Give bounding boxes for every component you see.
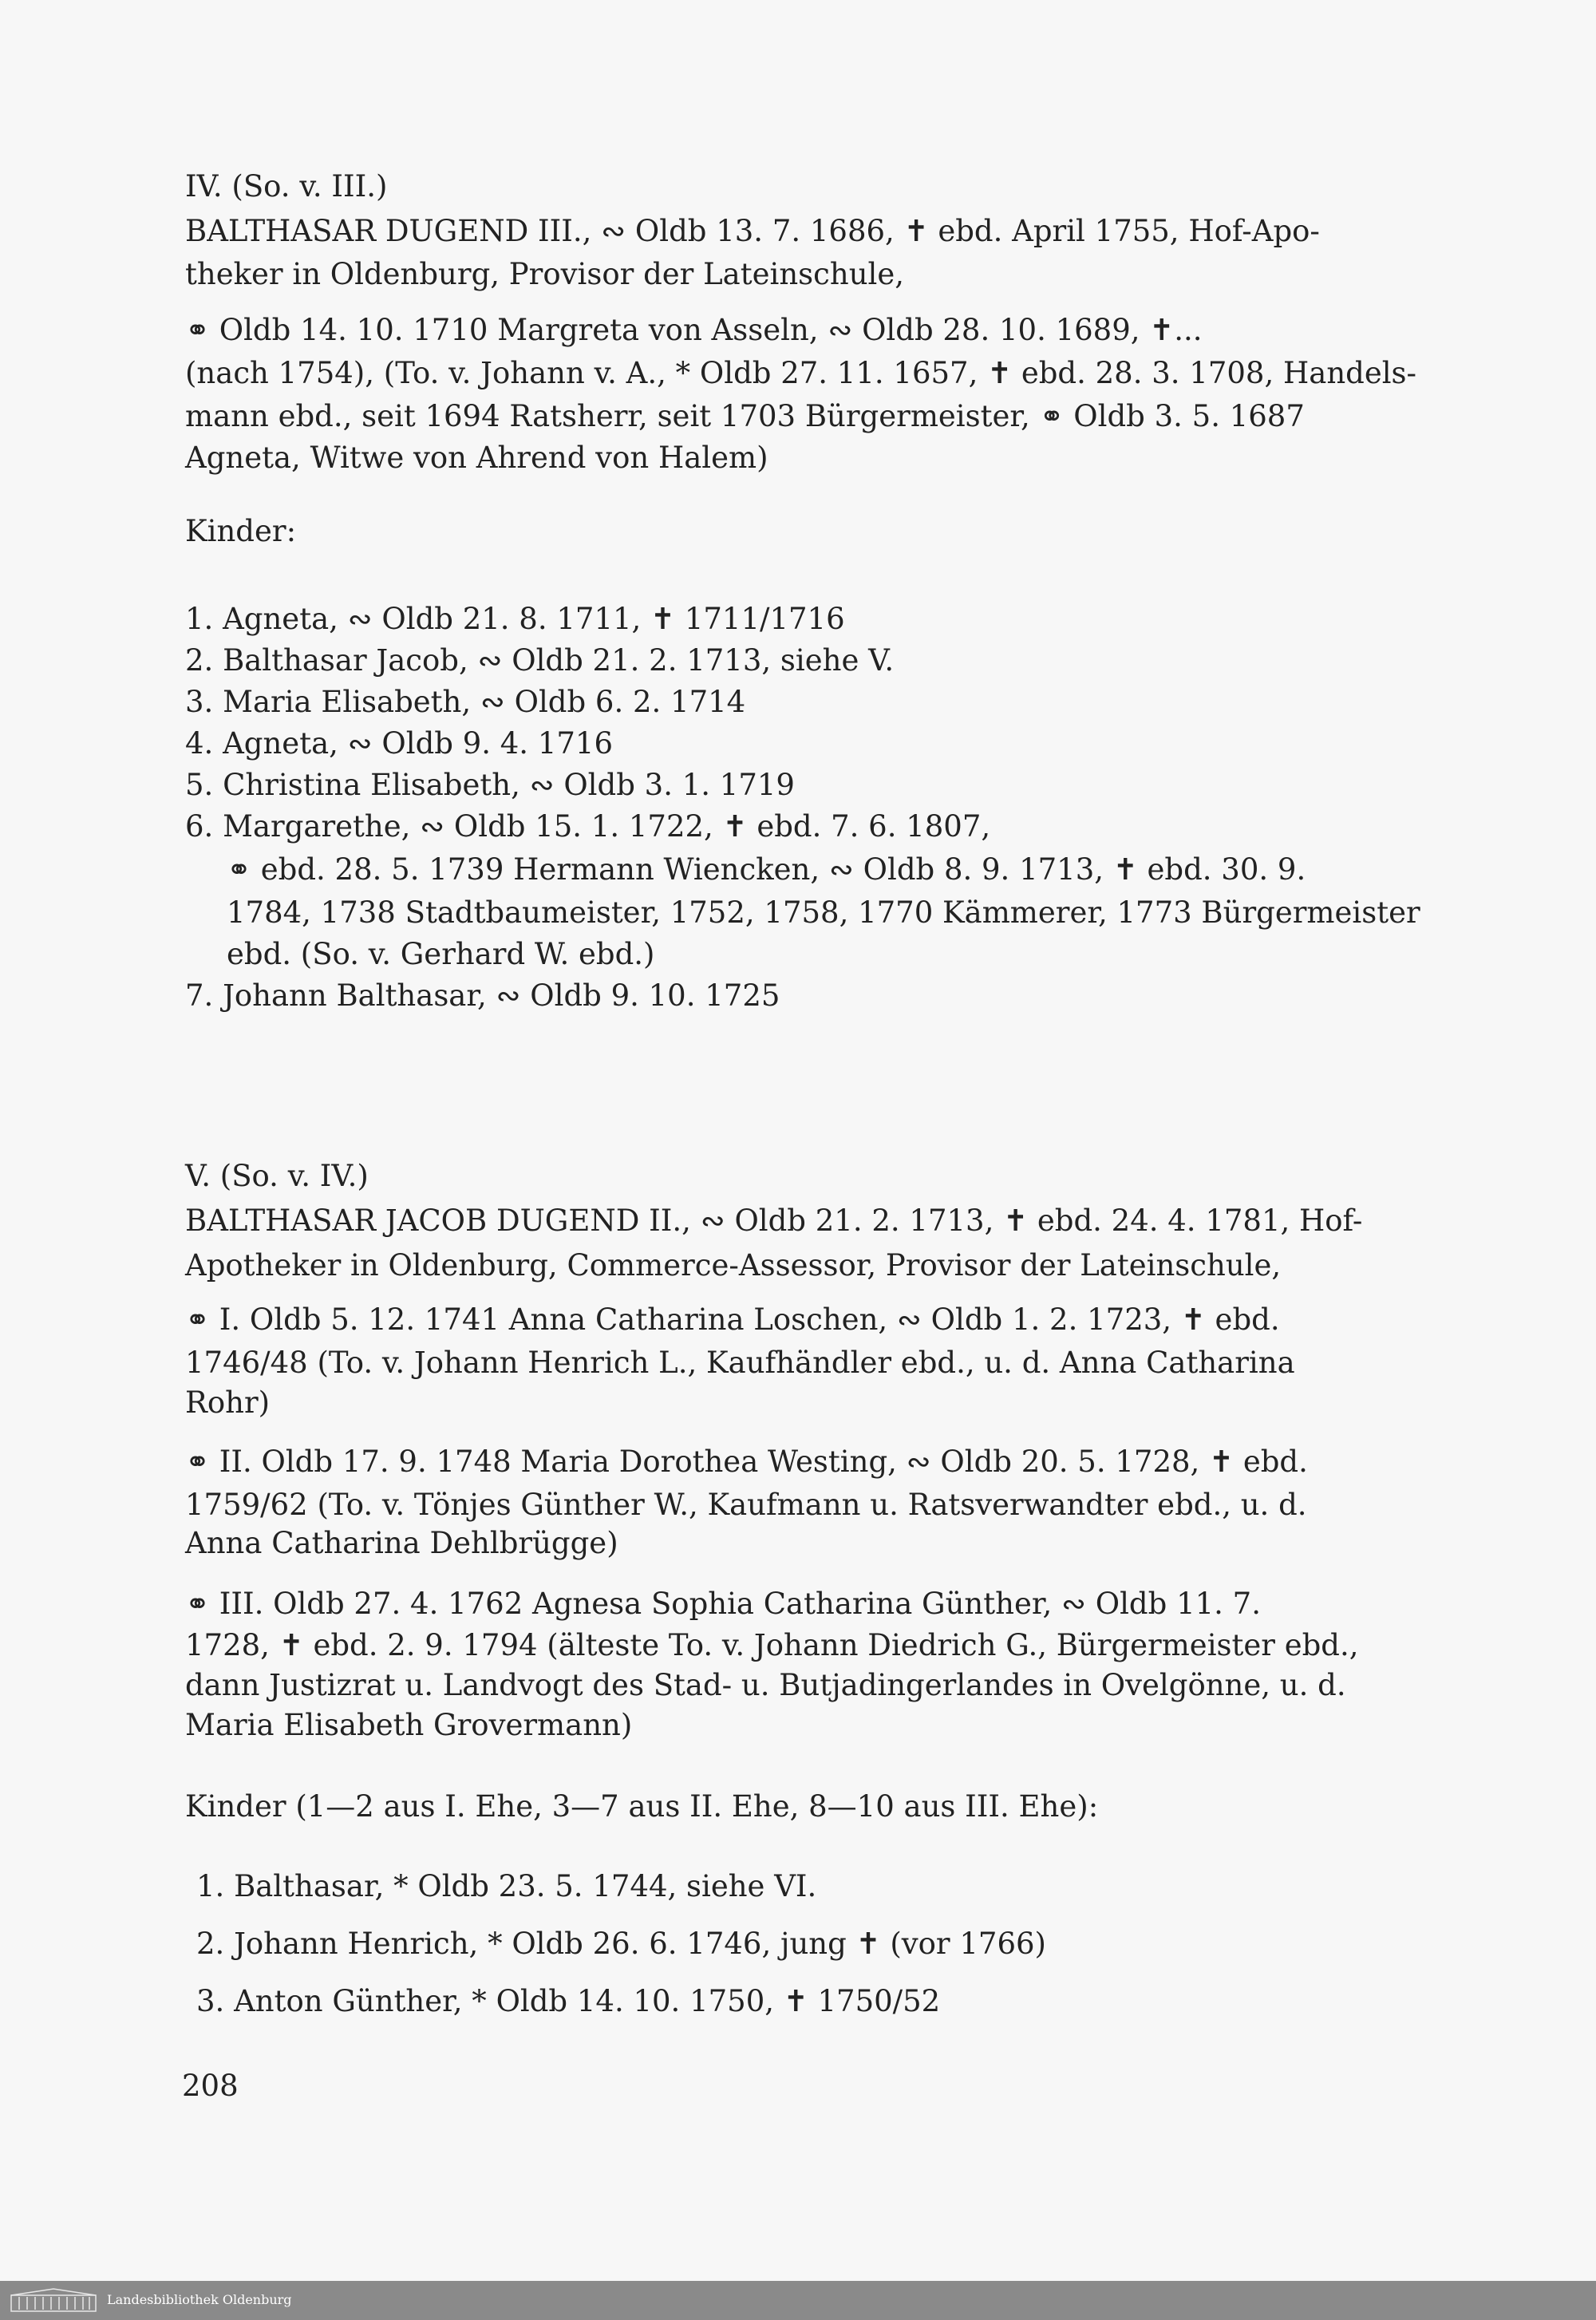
section-iv-marriage-2: (nach 1754), (To. v. Johann v. A., * Oldb 27. 11. 1657, ✝ ebd. 28. 3. 1708, Handels- <box>185 356 1417 390</box>
section-iv-line-2: theker in Oldenburg, Provisor der Lateinschule, <box>185 257 905 291</box>
section-v-child-2: 2. Johann Henrich, * Oldb 26. 6. 1746, jung ✝ (vor 1766) <box>196 1927 1046 1961</box>
section-iv-children-heading: Kinder: <box>185 514 297 548</box>
section-v-line-1: BALTHASAR JACOB DUGEND II., ∾ Oldb 21. 2. 1713, ✝ ebd. 24. 4. 1781, Hof- <box>185 1203 1363 1238</box>
section-iv-marriage-4: Agneta, Witwe von Ahrend von Halem) <box>185 441 768 475</box>
library-name: Landesbibliothek Oldenburg <box>107 2292 292 2307</box>
section-iv-header: IV. (So. v. III.) <box>185 169 388 204</box>
section-iv-line-1: BALTHASAR DUGEND III., ∾ Oldb 13. 7. 1686, ✝ ebd. April 1755, Hof-Apo- <box>185 214 1320 248</box>
section-v-marriage-1: ⚭ I. Oldb 5. 12. 1741 Anna Catharina Loschen, ∾ Oldb 1. 2. 1723, ✝ ebd. <box>185 1302 1280 1337</box>
section-iv-child-1: 1. Agneta, ∾ Oldb 21. 8. 1711, ✝ 1711/1716 <box>185 602 845 636</box>
section-iv-marriage-3: mann ebd., seit 1694 Ratsherr, seit 1703 Bürgermeister, ⚭ Oldb 3. 5. 1687 <box>185 399 1305 433</box>
section-v-line-2: Apotheker in Oldenburg, Commerce-Assessor, Provisor der Lateinschule, <box>185 1248 1282 1283</box>
section-iv-child-4: 4. Agneta, ∾ Oldb 9. 4. 1716 <box>185 726 613 761</box>
section-iv-child-5: 5. Christina Elisabeth, ∾ Oldb 3. 1. 1719 <box>185 768 795 802</box>
section-iv-child-6-marriage: ⚭ ebd. 28. 5. 1739 Hermann Wiencken, ∾ Oldb 8. 9. 1713, ✝ ebd. 30. 9. <box>227 852 1306 887</box>
section-v-children-heading: Kinder (1—2 aus I. Ehe, 3—7 aus II. Ehe, 8—10 aus III. Ehe): <box>185 1789 1099 1824</box>
section-iv-child-3: 3. Maria Elisabeth, ∾ Oldb 6. 2. 1714 <box>185 685 746 719</box>
section-v-marriage-2-line-2: 1759/62 (To. v. Tönjes Günther W., Kaufmann u. Ratsverwandter ebd., u. d. <box>185 1488 1307 1522</box>
section-iv-child-7: 7. Johann Balthasar, ∾ Oldb 9. 10. 1725 <box>185 978 780 1013</box>
section-v-marriage-3-line-3: dann Justizrat u. Landvogt des Stad- u. Butjadingerlandes in Ovelgönne, u. d. <box>185 1668 1346 1702</box>
section-iv-child-2: 2. Balthasar Jacob, ∾ Oldb 21. 2. 1713, siehe V. <box>185 643 895 678</box>
section-iv-child-6-detail: 1784, 1738 Stadtbaumeister, 1752, 1758, 1770 Kämmerer, 1773 Bürgermeister <box>227 895 1420 930</box>
library-building-icon <box>10 2287 97 2313</box>
section-v-child-3: 3. Anton Günther, * Oldb 14. 10. 1750, ✝ 1750/52 <box>196 1984 941 2018</box>
section-v-marriage-3-line-4: Maria Elisabeth Grovermann) <box>185 1708 633 1742</box>
section-v-marriage-3-line-2: 1728, ✝ ebd. 2. 9. 1794 (älteste To. v. Johann Diedrich G., Bürgermeister ebd., <box>185 1628 1359 1662</box>
section-v-child-1: 1. Balthasar, * Oldb 23. 5. 1744, siehe VI. <box>196 1869 817 1903</box>
section-v-marriage-2-line-3: Anna Catharina Dehlbrügge) <box>185 1526 618 1560</box>
section-iv-marriage-1: ⚭ Oldb 14. 10. 1710 Margreta von Asseln, ∾ Oldb 28. 10. 1689, ✝... <box>185 313 1203 347</box>
section-v-marriage-1-line-2: 1746/48 (To. v. Johann Henrich L., Kaufhändler ebd., u. d. Anna Catharina <box>185 1346 1295 1380</box>
section-iv-child-6: 6. Margarethe, ∾ Oldb 15. 1. 1722, ✝ ebd. 7. 6. 1807, <box>185 809 991 844</box>
section-v-marriage-2: ⚭ II. Oldb 17. 9. 1748 Maria Dorothea Westing, ∾ Oldb 20. 5. 1728, ✝ ebd. <box>185 1445 1308 1479</box>
section-iv-child-6-detail-2: ebd. (So. v. Gerhard W. ebd.) <box>227 937 655 971</box>
section-v-header: V. (So. v. IV.) <box>185 1159 369 1193</box>
page-number: 208 <box>182 2069 239 2103</box>
section-v-marriage-3: ⚭ III. Oldb 27. 4. 1762 Agnesa Sophia Catharina Günther, ∾ Oldb 11. 7. <box>185 1587 1261 1621</box>
section-v-marriage-1-line-3: Rohr) <box>185 1385 271 1420</box>
library-footer-bar <box>0 2281 1596 2320</box>
